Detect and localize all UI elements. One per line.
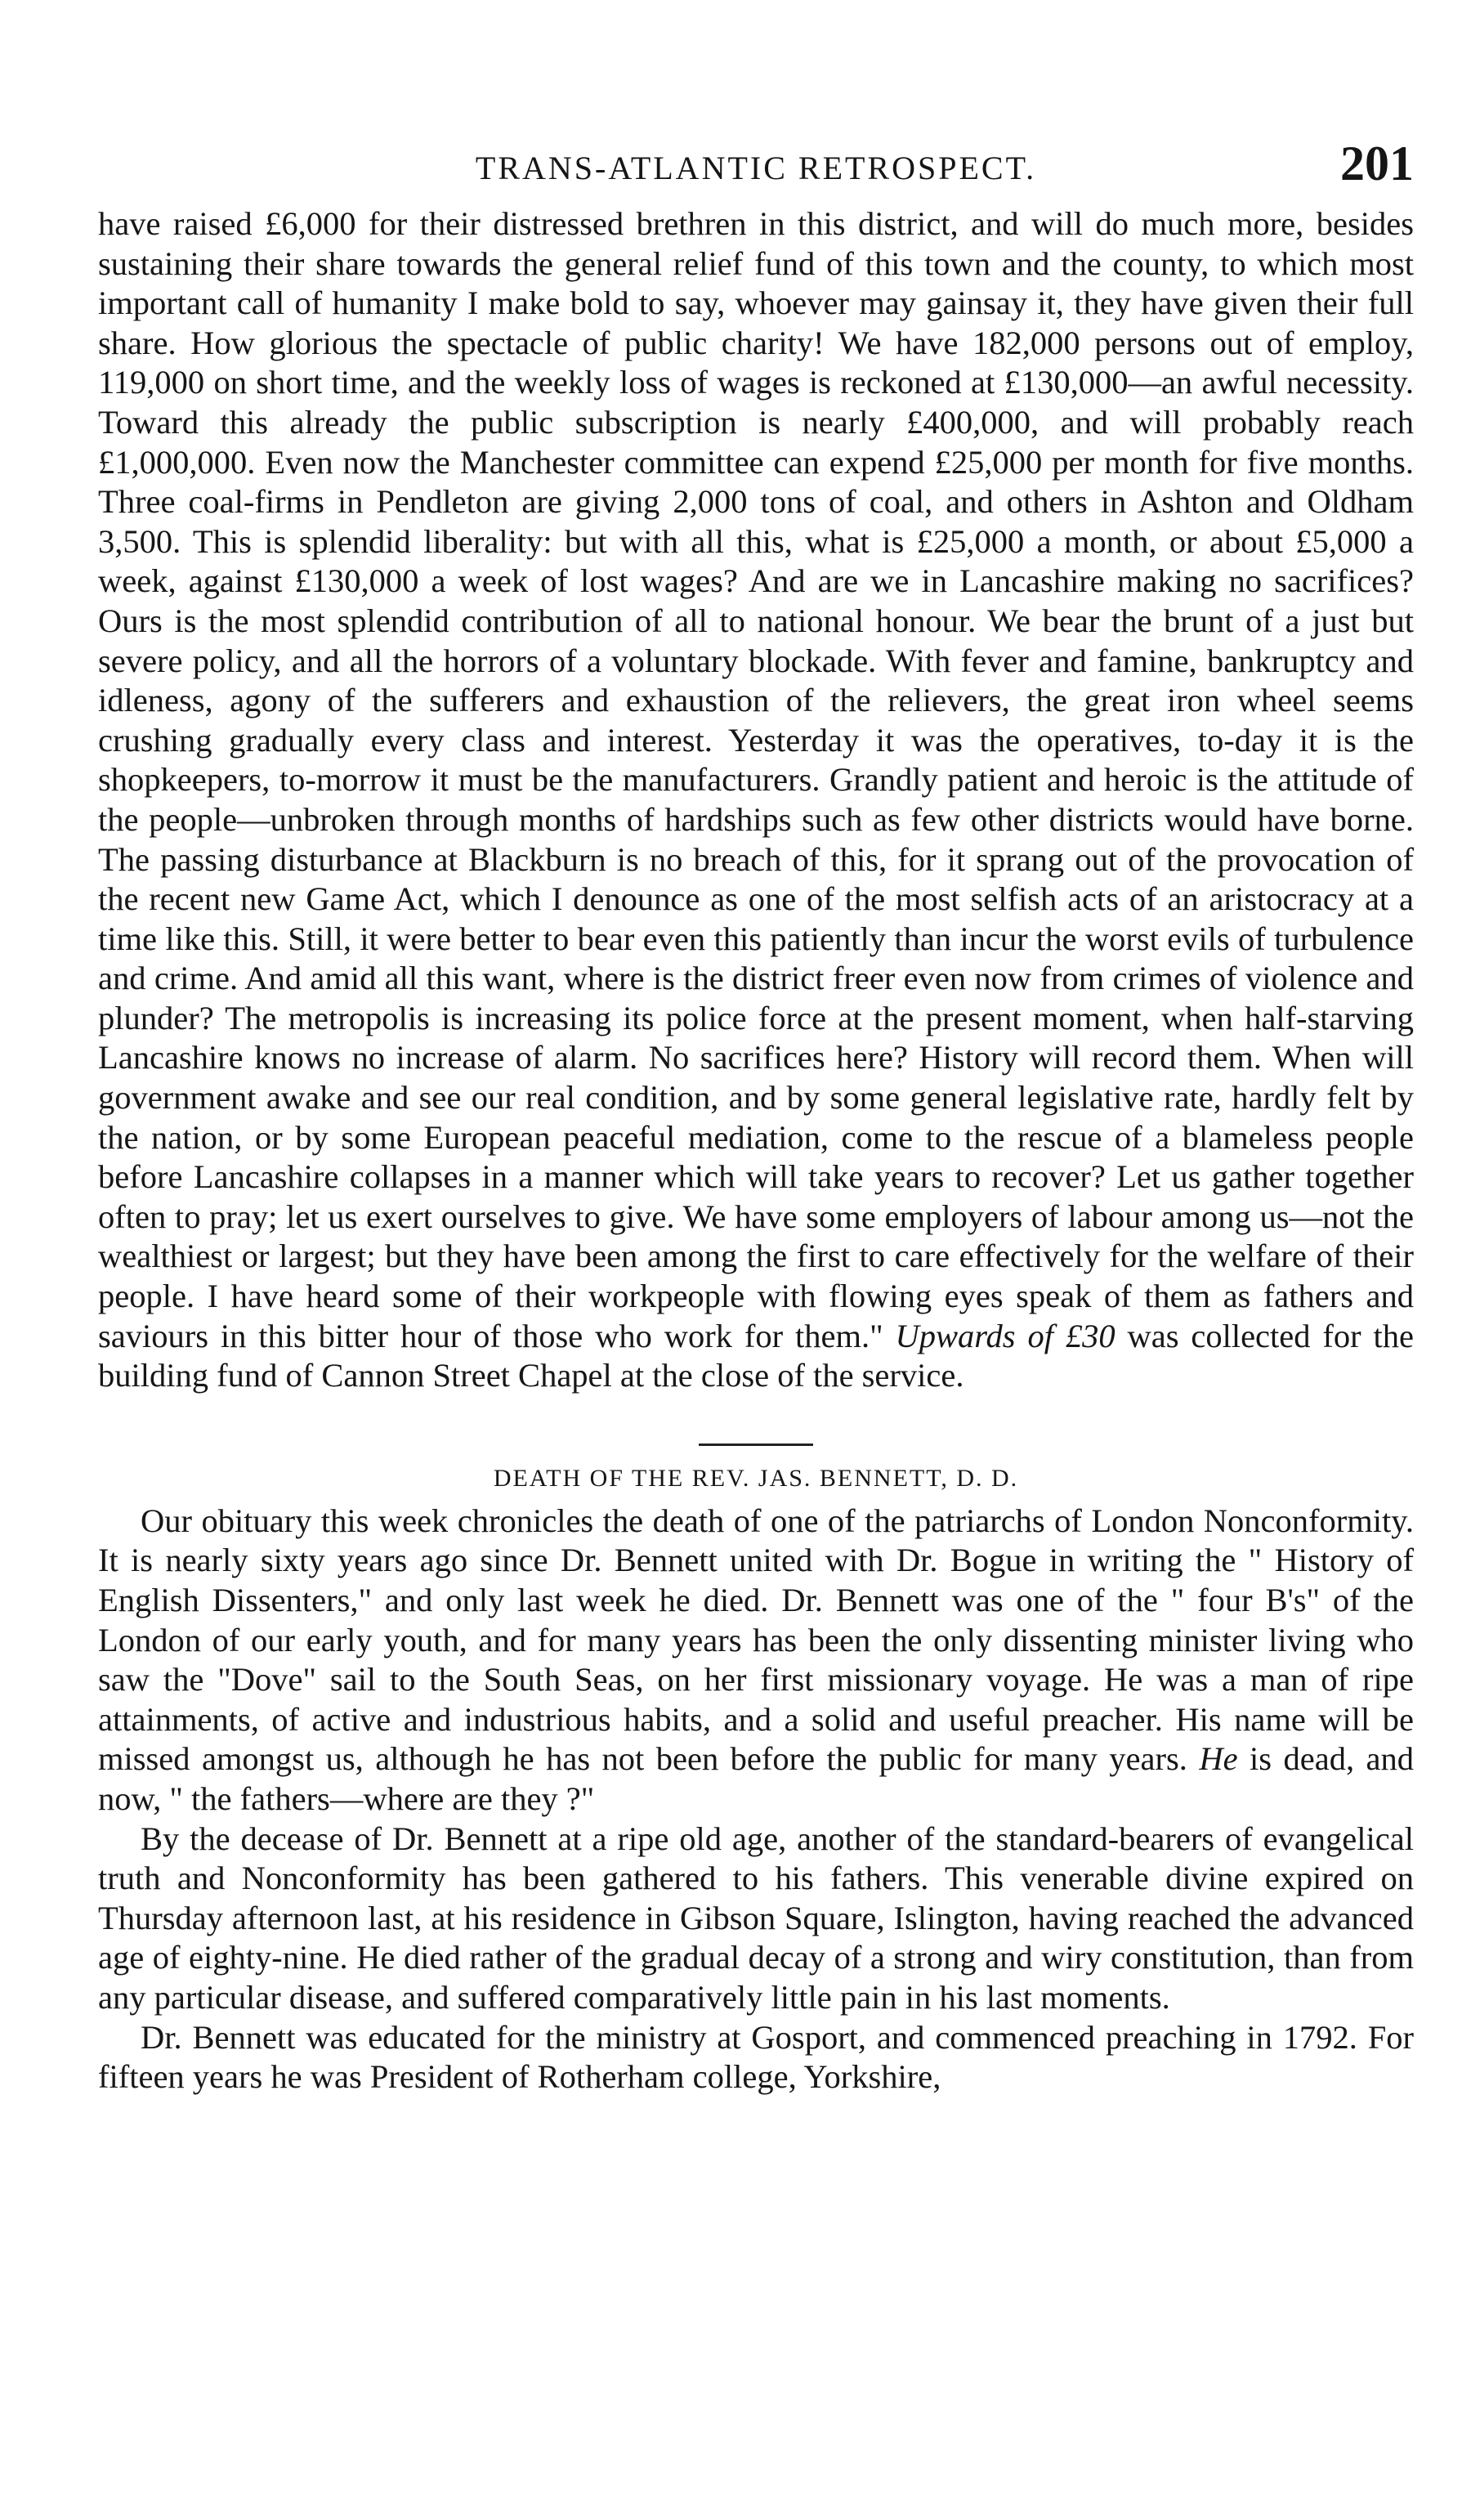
continued-paragraph-text: have raised £6,000 for their distressed brethren in this district, and will do much more, besides sustaining their share towards the general relief fund of this town and the county, to which most important call of humanity I make bold to say, whoever may gainsay it, they have given their full share. How glorious the spectacle of public charity! We have 182,000 persons out of employ, 119,000 on short time, and the weekly loss of wages is reckoned at £130,000—an awful necessity. Toward this already the public subscription is nearly £400,000, and will probably reach £1,000,000. Even now the Manchester committee can expend £25,000 per month for five months. Three coal-firms in Pendleton are giving 2,000 tons of coal, and others in Ashton and Oldham 3,500. This is splendid liberality: but with all this, what is £25,000 a month, or about £5,000 a week, against £130,000 a week of lost wages? And are we in Lancashire making no sacrifices? Ours is the most splendid contribution of all to national honour. We bear the brunt of a just but severe policy, and all the horrors of a voluntary blockade. With fever and famine, bankruptcy and idleness, agony of the sufferers and exhaustion of the relievers, the great iron wheel seems crushing gradually every class and interest. Yesterday it was the operatives, to-day it is the shopkeepers, to-morrow it must be the manufacturers. Grandly patient and heroic is the attitude of the people—unbroken through months of hardships such as few other districts would have borne. The passing disturbance at Blackburn is no breach of this, for it sprang out of the provocation of the recent new Game Act, which I denounce as one of the most selfish acts of an aristocracy at a time like this. Still, it were better to bear even this patiently than incur the worst evils of turbulence and crime. And amid all this want, where is the district freer even now from crimes of violence and plunder? The metropolis is increasing its police force at the present moment, when half-starving Lancashire knows no increase of alarm. No sacrifices here? History will record them. When will government awake and see our real condition, and by some general legislative rate, hardly felt by the nation, or by some European peaceful mediation, come to the rescue of a blameless people before Lancashire collapses in a manner which will take years to recover? Let us gather together often to pray; let us exert ourselves to give. We have some employers of labour among us—not the wealthiest or largest; but they have been among the first to care effectively for the welfare of their people. I have heard some of their workpeople with flowing eyes speak of them as fathers and saviours in this bitter hour of those who work for them." [98,205,1414,1354]
continued-paragraph [98,204,1414,1396]
running-title: TRANS-ATLANTIC RETROSPECT. [475,150,1037,186]
obituary-paragraph-1-text: Our obituary this week chronicles the death of one of the patriarchs of London Nonconformity. It is nearly sixty years ago since Dr. Bennett united with Dr. Bogue in writing the " History of English Dissenters," and only last week he died. Dr. Bennett was one of the " four B's" of the London of our early youth, and for many years has been the only dissenting minister living who saw the "Dove" sail to the South Seas, on her first missionary voyage. He was a man of ripe attainments, of active and industrious habits, and a solid and useful preacher. His name will be missed amongst us, although he has not been before the public for many years. [98,1502,1414,1778]
book-page [98,114,1414,2097]
obituary-paragraph-3: Dr. Bennett was educated for the ministry at Gosport, and commenced preaching in 1792. For fifteen years he was President of Rotherham college, Yorkshire, [98,2018,1414,2096]
obituary-paragraph-1 [98,1502,1414,1820]
section-heading: DEATH OF THE REV. JAS. BENNETT, D. D. [493,1464,1019,1492]
italic-phrase: Upwards of £30 [895,1317,1116,1354]
running-head [98,114,1414,204]
page-number: 201 [1340,137,1414,190]
continued-text [98,204,1414,1396]
obituary-paragraph-2: By the decease of Dr. Bennett at a ripe old age, another of the standard-bearers of evangelical truth and Nonconformity has been gathered to his fathers. This venerable divine expired on Thursday afternoon last, at his residence in Gibson Square, Islington, having reached the advanced age of eighty-nine. He died rather of the gradual decay of a strong and wiry constitution, than from any particular disease, and suffered comparatively little pain in his last moments. [98,1820,1414,2016]
italic-word: He [1199,1740,1238,1778]
obituary-text [98,1502,1414,2097]
section-divider [699,1444,813,1446]
obituary-paragraph-1-ending: is dead, and now, " the fathers—where are they ?" [98,1740,1414,1817]
continued-paragraph-ending: was collected for the building fund of Cannon Street Chapel at the close of the service. [98,1317,1414,1394]
